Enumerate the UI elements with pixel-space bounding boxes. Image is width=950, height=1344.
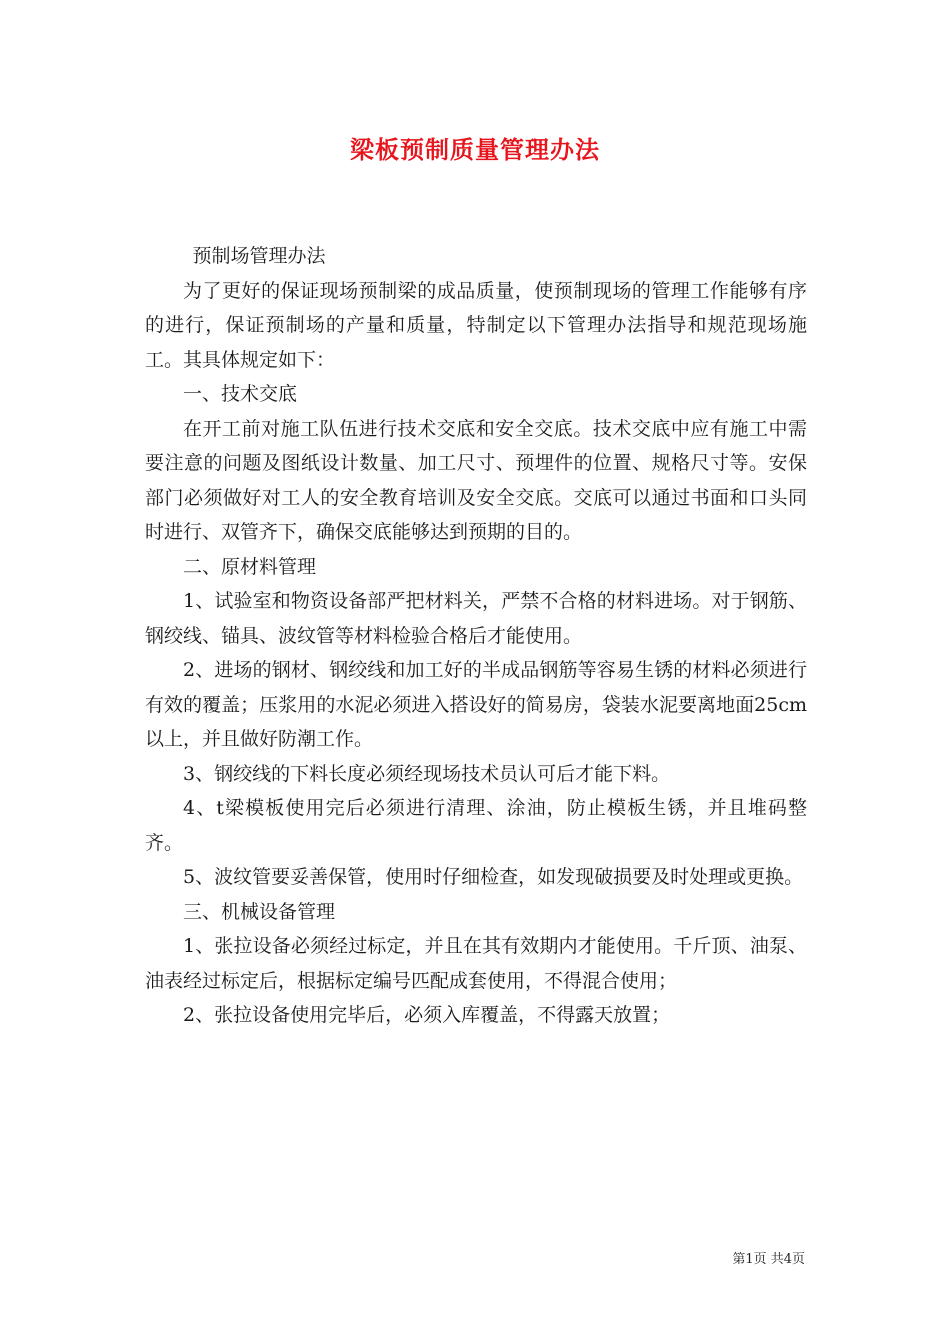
document-title: 梁板预制质量管理办法 bbox=[350, 135, 600, 164]
list-item: 5、波纹管要妥善保管，使用时仔细检查，如发现破损要及时处理或更换。 bbox=[183, 866, 804, 888]
list-item: 3、钢绞线的下料长度必须经现场技术员认可后才能下料。 bbox=[183, 762, 671, 785]
list-item: 4、t梁模板使用完后必须进行清理、涂油，防止模板生锈，并且堆码整齐。 bbox=[145, 797, 807, 854]
section-heading: 二、原材料管理 bbox=[183, 555, 317, 578]
paragraph: 预制场管理办法 bbox=[192, 245, 326, 267]
document-body bbox=[145, 239, 807, 1033]
list-item: 2、进场的钢材、钢绞线和加工好的半成品钢筋等容易生锈的材料必须进行有效的覆盖；压浆用的水泥必须进入搭设好的简易房，袋装水泥要离地面25cm以上，并且做好防潮工作。 bbox=[145, 659, 807, 750]
list-item: 1、张拉设备必须经过标定，并且在其有效期内才能使用。千斤顶、油泵、油表经过标定后，根据标定编号匹配成套使用，不得混合使用； bbox=[145, 935, 807, 992]
list-item: 1、试验室和物资设备部严把材料关，严禁不合格的材料进场。对于钢筋、钢绞线、锚具、波纹管等材料检验合格后才能使用。 bbox=[145, 590, 807, 647]
paragraph: 在开工前对施工队伍进行技术交底和安全交底。技术交底中应有施工中需要注意的问题及图纸设计数量、加工尺寸、预埋件的位置、规格尺寸等。安保部门必须做好对工人的安全教育培训及安全交底。交底可以通过书面和口头同时进行、双管齐下，确保交底能够达到预期的目的。 bbox=[145, 417, 807, 543]
section-heading: 三、机械设备管理 bbox=[183, 900, 336, 923]
paragraph: 为了更好的保证现场预制梁的成品质量，使预制现场的管理工作能够有序的进行，保证预制场的产量和质量，特制定以下管理办法指导和规范现场施工。其具体规定如下： bbox=[145, 279, 807, 371]
list-item: 2、张拉设备使用完毕后，必须入库覆盖，不得露天放置； bbox=[183, 1004, 671, 1026]
section-heading: 一、技术交底 bbox=[183, 383, 298, 405]
page-number: 第1页 共4页 bbox=[732, 1252, 805, 1267]
